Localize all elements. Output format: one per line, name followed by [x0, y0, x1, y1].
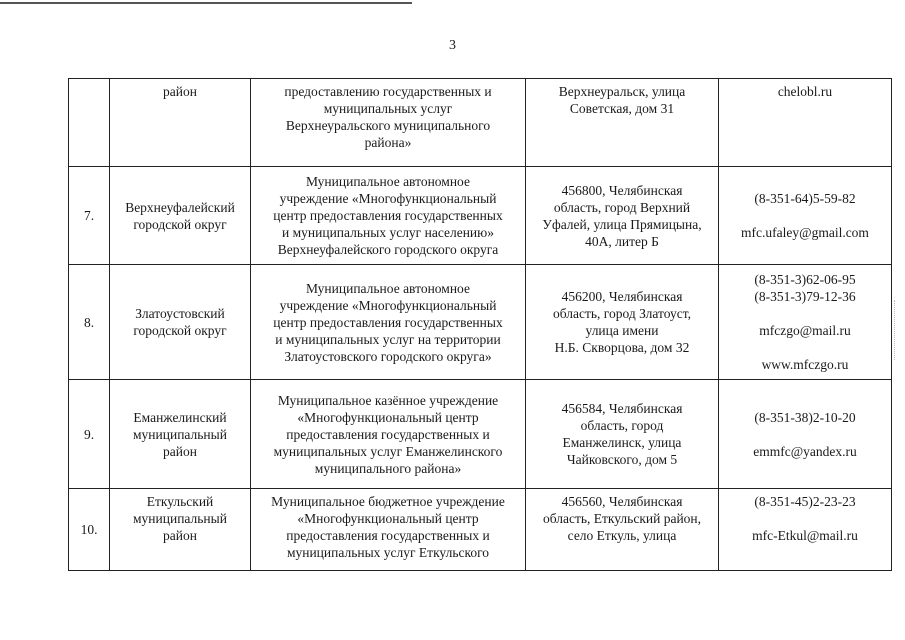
cell-line: www.mfczgo.ru: [761, 357, 849, 372]
table-row: [69, 167, 892, 265]
cell-line: (8-351-3)79-12-36: [754, 289, 856, 304]
row-number-cell: 10.: [69, 489, 110, 571]
cell-line: Муниципальное автономное: [306, 174, 470, 189]
cell-line: муниципальный: [133, 426, 227, 442]
table-row: [69, 265, 892, 380]
organization-cell: [251, 489, 526, 571]
district-cell: [110, 167, 251, 265]
cell-line: Чайковского, дом 5: [566, 452, 678, 467]
cell-spacer: [722, 207, 888, 224]
page-number: 3: [449, 38, 456, 53]
cell-spacer: [722, 339, 888, 356]
cell-line: центр предоставления государственных: [273, 208, 503, 223]
contacts-cell: [719, 167, 892, 265]
cell-line: (8-351-38)2-10-20: [754, 409, 856, 425]
cell-line: учреждение «Многофункциональный: [279, 191, 497, 206]
cell-line: городской округ: [133, 323, 227, 338]
cell-line: Верхнеуфалейский: [125, 199, 235, 215]
address-cell: [526, 79, 719, 167]
cell-line: Муниципальное казённое учреждение: [277, 392, 499, 408]
contacts-cell: [719, 380, 892, 489]
cell-line: 456584, Челябинская: [561, 401, 683, 416]
organization-cell: [251, 265, 526, 380]
cell-line: Верхнеуральск, улица: [558, 84, 686, 99]
row-number-cell: 7.: [69, 167, 110, 265]
contacts-cell: [719, 265, 892, 380]
cell-line: Еманжелинский: [133, 409, 227, 425]
cell-line: и муниципальных услуг на территории: [275, 331, 501, 347]
address-cell: [526, 265, 719, 380]
cell-spacer: [722, 305, 888, 322]
cell-line: Н.Б. Скворцова, дом 32: [554, 340, 690, 355]
table-row: [69, 79, 892, 167]
scan-artifact-line: [0, 2, 412, 4]
cell-line: emmfc@yandex.ru: [753, 443, 857, 459]
cell-line: район: [163, 84, 197, 99]
cell-line: область, город Златоуст,: [552, 306, 692, 321]
cell-line: муниципальных услуг: [323, 101, 453, 116]
address-cell: [526, 167, 719, 265]
cell-line: центр предоставления государственных: [273, 314, 503, 330]
cell-line: 456800, Челябинская: [561, 182, 683, 198]
contacts-cell: [719, 79, 892, 167]
cell-line: муниципальных услуг Еткульского: [286, 545, 490, 560]
cell-line: муниципальных услуг Еманжелинского: [273, 443, 503, 459]
cell-line: область, город: [580, 418, 664, 433]
scan-margin-marks: [892, 300, 895, 360]
cell-line: (8-351-64)5-59-82: [754, 191, 856, 206]
cell-spacer: [722, 510, 888, 527]
mfc-table: [68, 78, 892, 571]
cell-line: село Еткуль, улица: [567, 528, 677, 543]
address-cell: [526, 380, 719, 489]
cell-line: городской округ: [133, 216, 227, 232]
cell-line: учреждение «Многофункциональный: [279, 297, 497, 313]
cell-line: Еткульский: [146, 494, 214, 509]
district-cell: [110, 489, 251, 571]
cell-line: (8-351-3)62-06-95: [754, 272, 856, 287]
table-row: [69, 489, 892, 571]
cell-line: 456200, Челябинская: [561, 289, 683, 304]
row-number-cell: 9.: [69, 380, 110, 489]
cell-line: chelobl.ru: [777, 84, 833, 99]
cell-line: «Многофункциональный центр: [297, 511, 479, 526]
organization-cell: [251, 380, 526, 489]
cell-line: район: [163, 528, 197, 543]
cell-line: (8-351-45)2-23-23: [754, 494, 856, 509]
district-cell: [110, 265, 251, 380]
cell-line: муниципальный: [133, 511, 227, 526]
district-cell: [110, 79, 251, 167]
cell-line: mfc.ufaley@gmail.com: [741, 225, 869, 240]
cell-line: предоставления государственных и: [286, 426, 490, 442]
cell-line: 40А, литер Б: [585, 233, 659, 249]
cell-line: район: [163, 443, 197, 459]
district-cell: [110, 380, 251, 489]
cell-line: предоставления государственных и: [286, 528, 490, 543]
cell-line: Златоустовский: [135, 306, 225, 321]
cell-line: и муниципальных услуг населению»: [282, 225, 494, 240]
cell-line: Еманжелинск, улица: [562, 435, 682, 450]
cell-line: Верхнеуральского муниципального: [285, 118, 491, 133]
cell-line: mfczgo@mail.ru: [759, 323, 851, 338]
contacts-cell: [719, 489, 892, 571]
cell-line: область, Еткульский район,: [542, 511, 702, 526]
cell-line: Муниципальное автономное: [306, 280, 470, 296]
organization-cell: [251, 79, 526, 167]
cell-line: муниципального района»: [314, 460, 462, 476]
cell-line: Уфалей, улица Прямицына,: [542, 216, 702, 232]
row-number-cell: [69, 79, 110, 167]
cell-line: Муниципальное бюджетное учреждение: [271, 494, 505, 509]
cell-line: область, город Верхний: [553, 199, 691, 215]
cell-line: района»: [364, 135, 412, 150]
cell-line: «Многофункциональный центр: [297, 409, 479, 425]
table-body: [69, 79, 892, 571]
row-number-cell: 8.: [69, 265, 110, 380]
cell-spacer: [722, 426, 888, 443]
cell-line: Златоустовского городского округа»: [284, 348, 492, 364]
cell-line: улица имени: [585, 323, 659, 338]
cell-line: mfc-Etkul@mail.ru: [752, 528, 858, 543]
table-row: [69, 380, 892, 489]
organization-cell: [251, 167, 526, 265]
cell-line: Верхнеуфалейского городского округа: [277, 242, 499, 257]
address-cell: [526, 489, 719, 571]
cell-line: предоставлению государственных и: [284, 84, 492, 99]
cell-line: Советская, дом 31: [569, 101, 675, 116]
cell-line: 456560, Челябинская: [561, 494, 683, 509]
